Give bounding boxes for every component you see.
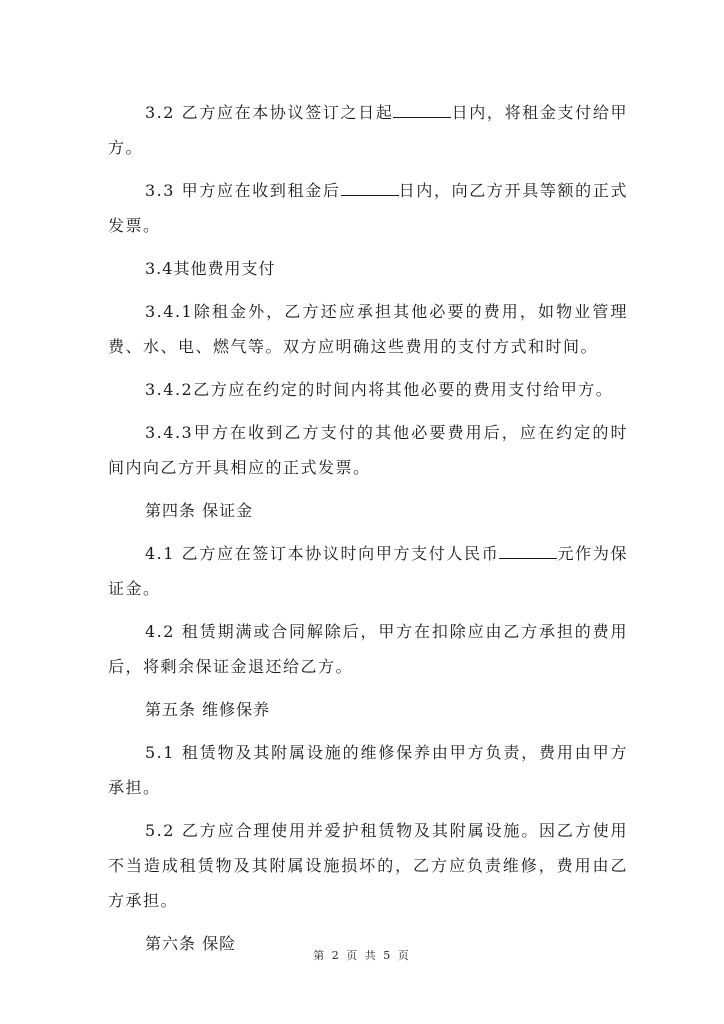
clause-3-4-2: 3.4.2乙方应在约定的时间内将其他必要的费用支付给甲方。 xyxy=(145,380,614,399)
blank-amount-field xyxy=(499,544,557,559)
clause-3-4-3: 3.4.3甲方在收到乙方支付的其他必要费用后，应在约定的时间内向乙方开具相应的正式发票。 xyxy=(108,423,628,477)
article-4-heading: 第四条 保证金 xyxy=(145,501,254,520)
clause-3-2-text-b: 日内，将租金支付给甲方。 xyxy=(108,103,628,157)
clause-5-2: 5.2 乙方应合理使用并爱护租赁物及其附属设施。因乙方使用不当造成租赁物及其附属设施损坏的，乙方应负责维修，费用由乙方承担。 xyxy=(108,821,628,910)
blank-days-field xyxy=(393,103,451,118)
page-number-footer: 第 2 页 共 5 页 xyxy=(313,949,411,962)
clause-3-4-1: 3.4.1除租金外，乙方还应承担其他必要的费用，如物业管理费、水、电、燃气等。双方应明确这些费用的支付方式和时间。 xyxy=(108,302,628,356)
clause-3-2 xyxy=(108,95,628,165)
clause-3-3-text-b: 日内，向乙方开具等额的正式发票。 xyxy=(108,181,628,235)
clause-5-1: 5.1 租赁物及其附属设施的维修保养由甲方负责，费用由甲方承担。 xyxy=(108,743,628,797)
document-body xyxy=(108,95,628,969)
article-5-heading: 第五条 维修保养 xyxy=(145,700,271,719)
clause-4-1 xyxy=(108,536,628,606)
clause-3-3 xyxy=(108,173,628,243)
clause-3-2-text-a: 3.2 乙方应在本协议签订之日起 xyxy=(145,103,394,122)
clause-4-2: 4.2 租赁期满或合同解除后，甲方在扣除应由乙方承担的费用后，将剩余保证金退还给乙方。 xyxy=(108,622,628,676)
clause-4-1-text-a: 4.1 乙方应在签订本协议时向甲方支付人民币 xyxy=(145,544,500,563)
article-6-heading: 第六条 保险 xyxy=(145,934,237,953)
blank-days-field xyxy=(341,181,399,196)
clause-4-1-text-b: 元作为保证金。 xyxy=(108,544,628,598)
clause-3-3-text-a: 3.3 甲方应在收到租金后 xyxy=(145,181,341,200)
clause-3-4-heading: 3.4其他费用支付 xyxy=(145,259,276,278)
